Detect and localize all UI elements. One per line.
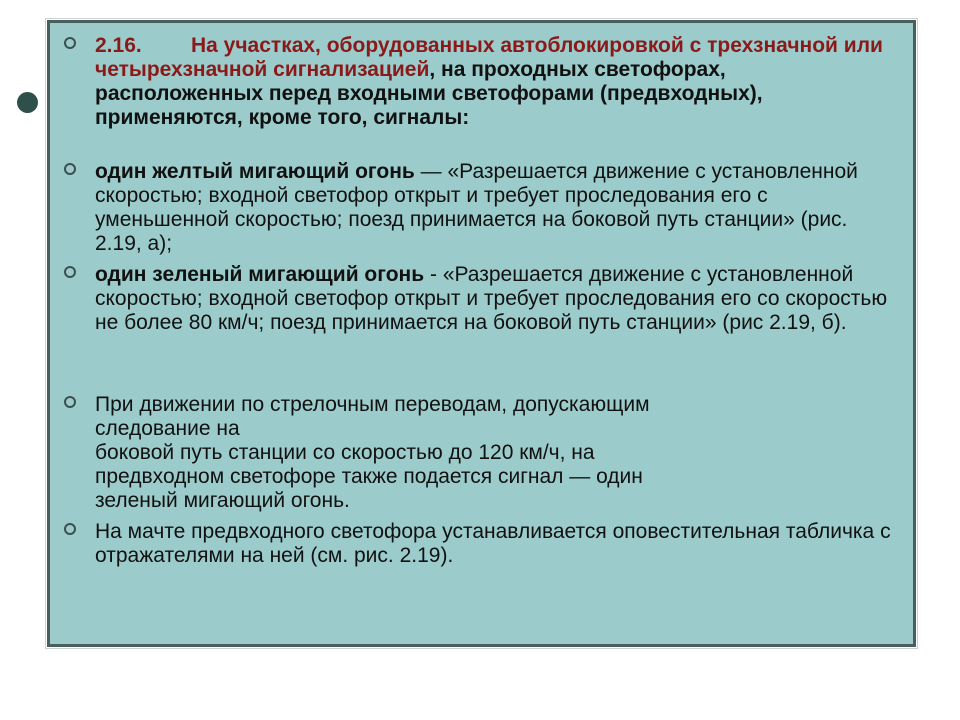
circle-bullet-icon	[64, 396, 76, 408]
section-intro: , на проходных светофорах, расположенных перед входными светофорами (предвходных), применяются, кроме того, сигналы:	[95, 58, 763, 129]
green-signal-name: один зеленый мигающий огонь	[95, 263, 425, 286]
switch-speed-line: следование на	[95, 417, 240, 440]
paragraph-switch-speed	[95, 393, 895, 513]
circle-bullet-icon	[64, 37, 76, 49]
paragraph-2-16	[95, 34, 895, 130]
switch-speed-line: предвходном светофоре также подается сигнал — один	[95, 465, 643, 488]
yellow-signal-description: — «Разрешается движение с установленной скоростью; входной светофор открыт и требует проследования его с уменьшенной скоростью; поезд принимается на боковой путь станции» (рис. 2.19, а);	[95, 160, 858, 255]
circle-bullet-icon	[64, 523, 76, 535]
circle-bullet-icon	[64, 163, 76, 175]
green-signal-description: - «Разрешается движение с установленной скоростью; входной светофор открыт и требует проследования его со скоростью не более 80 км/ч; поезд принимается на боковой путь станции» (рис 2.19, б).	[95, 263, 888, 334]
section-heading: На участках, оборудованных автоблокировкой с трехзначной или четырехзначной сигнализацией	[95, 34, 883, 81]
warning-sign-text: На мачте предвходного светофора устанавливается оповестительная табличка с отражателями на ней (см. рис. 2.19).	[95, 520, 891, 567]
switch-speed-line: боковой путь станции со скоростью до 120 км/ч, на	[95, 441, 595, 464]
paragraph-green-signal	[95, 263, 895, 335]
large-bullet-dot	[17, 92, 38, 113]
yellow-signal-name: один желтый мигающий огонь	[95, 160, 415, 183]
switch-speed-line: зеленый мигающий огонь.	[95, 489, 350, 512]
circle-bullet-icon	[64, 266, 76, 278]
switch-speed-line: При движении по стрелочным переводам, допускающим	[95, 393, 650, 416]
paragraph-yellow-signal	[95, 160, 895, 256]
paragraph-warning-sign	[95, 520, 895, 568]
section-number: 2.16.	[95, 34, 142, 57]
content-panel	[47, 20, 916, 647]
